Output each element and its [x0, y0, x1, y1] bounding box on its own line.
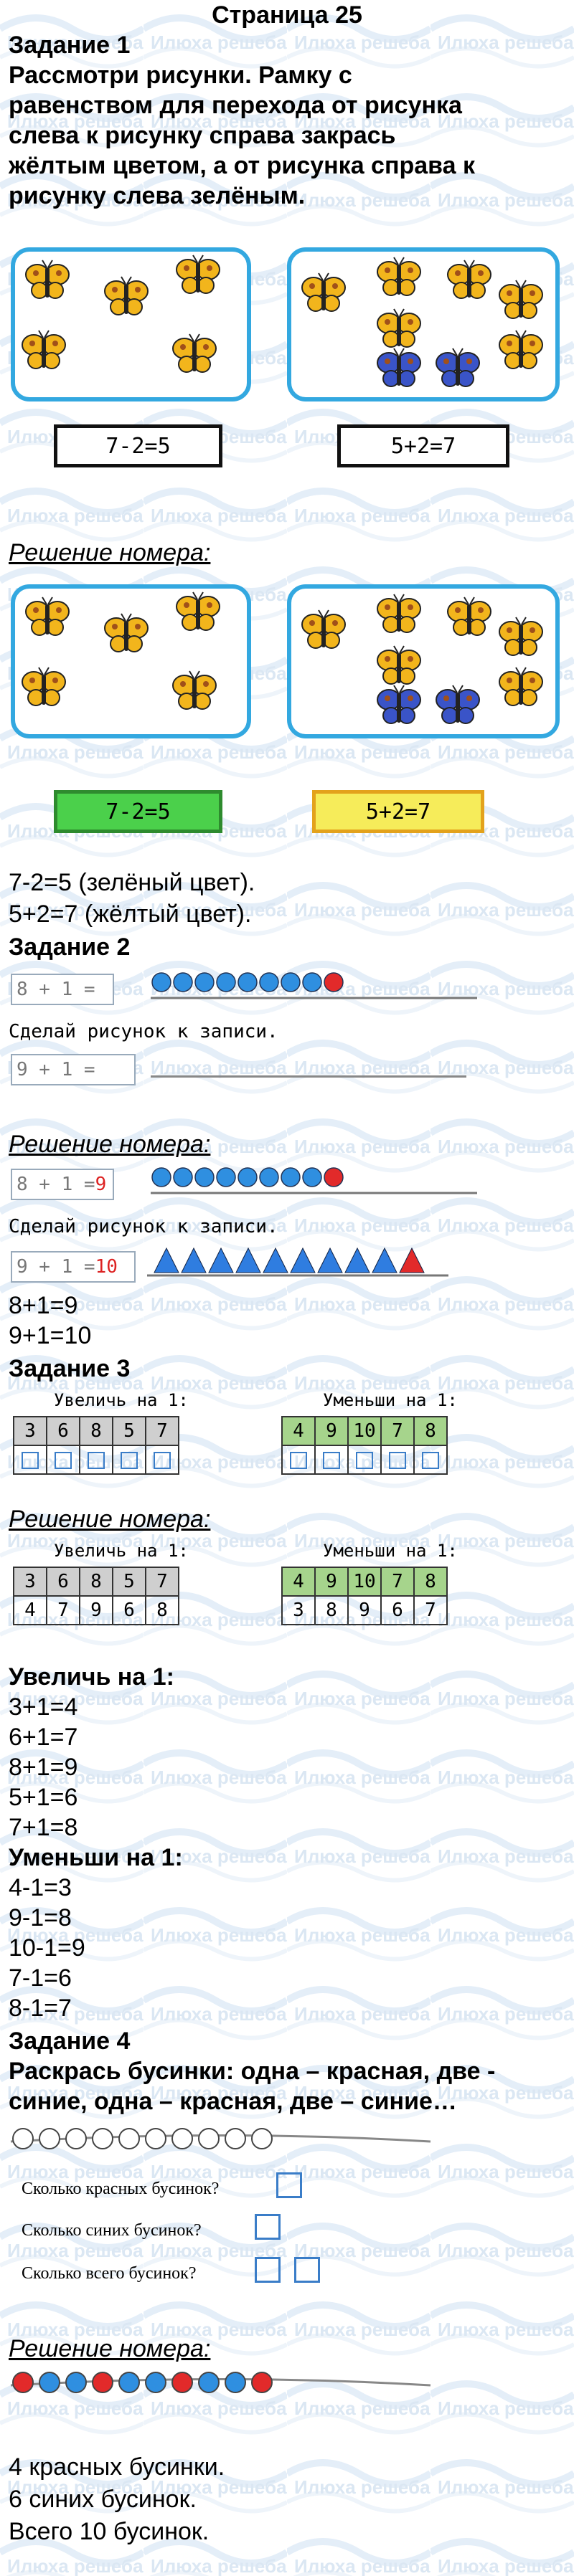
dec-number: 8: [414, 1417, 447, 1445]
task3-title: Задание 3: [9, 1355, 131, 1382]
task2-triangles: [147, 1242, 456, 1278]
task3-dec-label-solved: Уменьши на 1:: [323, 1541, 458, 1561]
task1-text-line: равенством для перехода от рисунка: [9, 92, 462, 119]
task3-dec-label: Уменьши на 1:: [323, 1390, 458, 1410]
butterfly-icon: [302, 273, 345, 311]
bead: [195, 1168, 214, 1187]
dec-answer: 8: [315, 1596, 348, 1625]
bead: [93, 2372, 113, 2392]
task1-answer: 7-2=5 (зелёный цвет).: [9, 869, 255, 896]
triangle: [318, 1248, 342, 1273]
inc-answer: 8: [146, 1596, 179, 1625]
task3-dec-line: 8-1=7: [9, 1995, 72, 2022]
bead: [66, 2372, 86, 2392]
butterfly-icon: [377, 685, 420, 723]
butterfly-icon: [302, 610, 345, 648]
task4-answer-box-red[interactable]: [276, 2172, 302, 2198]
task3-inc-label: Увеличь на 1:: [54, 1390, 189, 1410]
task4-question-total: Сколько всего бусинок?: [22, 2264, 197, 2283]
bead: [13, 2372, 33, 2392]
task4-question-red: Сколько красных бусинок?: [22, 2180, 220, 2198]
dec-answer: 3: [282, 1596, 315, 1625]
task2-beads-row: [151, 968, 481, 1005]
task2-draw-line: [151, 1075, 466, 1078]
task4-text-line: Раскрась бусинки: одна – красная, две -: [9, 2058, 496, 2085]
task1-solution-label: Решение номера:: [9, 539, 211, 566]
bead: [324, 1168, 343, 1187]
task3-inc-heading: Увеличь на 1:: [9, 1663, 174, 1691]
equation-frame-left[interactable]: 7-2=5: [54, 424, 222, 467]
butterfly-panel-right: [287, 247, 560, 401]
inc-answer-cell[interactable]: [113, 1445, 146, 1474]
bead: [238, 973, 257, 992]
triangle: [263, 1248, 288, 1273]
bead: [225, 2372, 245, 2392]
dec-number: 8: [414, 1567, 447, 1596]
dec-answer: 6: [381, 1596, 414, 1625]
bead: [324, 973, 343, 992]
bead: [172, 2372, 192, 2392]
task3-inc-table: [13, 1416, 179, 1475]
task2-solution-label: Решение номера:: [9, 1131, 211, 1158]
task1-answer: 5+2=7 (жёлтый цвет).: [9, 900, 252, 928]
task1-text-line: рисунку слева зелёным.: [9, 182, 306, 209]
butterflies-right: [291, 252, 555, 397]
task4-answer-box-total-1[interactable]: [255, 2257, 281, 2283]
task3-dec-line: 7-1=6: [9, 1964, 72, 1992]
dec-number: 4: [282, 1417, 315, 1445]
triangle: [182, 1248, 206, 1273]
task2-expr-box-2: [11, 1054, 136, 1085]
task2-answer: 8+1=9: [9, 1292, 78, 1319]
task2-title: Задание 2: [9, 933, 131, 961]
bead: [252, 2129, 272, 2149]
task4-answer: 6 синих бусинок.: [9, 2486, 197, 2513]
butterfly-panel-left: [11, 247, 251, 401]
task3-dec-line: 9-1=8: [9, 1904, 72, 1931]
bead: [260, 1168, 278, 1187]
task2-expr-2-solved: 9 + 1 =: [17, 1256, 95, 1278]
dec-number: 9: [315, 1417, 348, 1445]
inc-answer: 4: [14, 1596, 47, 1625]
butterfly-icon: [377, 646, 420, 684]
task4-colored-beads: [7, 2370, 438, 2398]
dec-answer-cell[interactable]: [414, 1445, 447, 1474]
task3-inc-line: 6+1=7: [9, 1724, 78, 1751]
butterfly-icon: [177, 592, 220, 630]
inc-number: 7: [146, 1567, 179, 1596]
bead: [217, 973, 235, 992]
task3-inc-line: 5+1=6: [9, 1784, 78, 1811]
bead: [281, 973, 300, 992]
inc-answer: 6: [113, 1596, 146, 1625]
inc-number: 3: [14, 1567, 47, 1596]
butterfly-icon: [105, 277, 148, 315]
equation-frame-right[interactable]: 5+2=7: [337, 424, 509, 467]
triangle: [154, 1248, 179, 1273]
dec-number: 4: [282, 1567, 315, 1596]
butterfly-panel-left-solved: [11, 584, 251, 738]
bead: [174, 1168, 192, 1187]
inc-number: 7: [146, 1417, 179, 1445]
butterfly-icon: [499, 617, 542, 655]
butterfly-icon: [177, 255, 220, 293]
triangle: [400, 1248, 424, 1273]
task2-answer: 9+1=10: [9, 1322, 92, 1349]
butterfly-icon: [377, 594, 420, 632]
butterfly-icon: [26, 260, 69, 298]
bead: [252, 2372, 272, 2392]
task2-answer-1: 9: [95, 1174, 107, 1195]
task3-dec-heading: Уменьши на 1:: [9, 1844, 183, 1871]
equation-frame-yellow: 5+2=7: [312, 790, 484, 833]
butterflies-left: [15, 252, 247, 397]
bead: [199, 2372, 219, 2392]
bead: [39, 2372, 60, 2392]
task4-answer-box-total-2[interactable]: [294, 2257, 320, 2283]
task1-title: Задание 1: [9, 32, 131, 59]
butterflies-right-solved: [291, 589, 555, 734]
task1-text-line: Рассмотри рисунки. Рамку с: [9, 62, 352, 89]
bead: [13, 2129, 33, 2149]
inc-number: 5: [113, 1417, 146, 1445]
butterfly-panel-right-solved: [287, 584, 560, 738]
bead: [146, 2372, 166, 2392]
butterfly-icon: [377, 257, 420, 295]
inc-answer-cell[interactable]: [80, 1445, 113, 1474]
inc-number: 8: [80, 1567, 113, 1596]
task2-instruction-solved: Сделай рисунок к записи.: [9, 1216, 278, 1237]
task3-dec-table-solved: [281, 1567, 448, 1625]
butterfly-icon: [499, 280, 542, 318]
bead: [66, 2129, 86, 2149]
task4-question-blue: Сколько синих бусинок?: [22, 2221, 202, 2240]
inc-number: 8: [80, 1417, 113, 1445]
butterfly-icon: [377, 348, 420, 386]
butterfly-icon: [436, 348, 479, 386]
butterfly-icon: [436, 685, 479, 723]
bead: [281, 1168, 300, 1187]
task3-inc-line: 7+1=8: [9, 1814, 78, 1841]
butterfly-icon: [105, 614, 148, 652]
inc-number: 6: [47, 1417, 80, 1445]
butterfly-icon: [448, 260, 491, 298]
bead: [152, 973, 171, 992]
bead: [172, 2129, 192, 2149]
butterfly-icon: [22, 667, 65, 705]
task2-expr-box-1-solved: [11, 1169, 114, 1200]
dec-number: 7: [381, 1417, 414, 1445]
task3-dec-line: 10-1=9: [9, 1934, 85, 1962]
dec-answer-cell[interactable]: [381, 1445, 414, 1474]
task2-instruction: Сделай рисунок к записи.: [9, 1021, 278, 1042]
bead: [303, 1168, 321, 1187]
task4-answer-box-blue[interactable]: [255, 2214, 281, 2240]
bead: [238, 1168, 257, 1187]
dec-answer-cell[interactable]: [282, 1445, 315, 1474]
bead: [39, 2129, 60, 2149]
inc-answer-cell[interactable]: [146, 1445, 179, 1474]
bead: [119, 2129, 139, 2149]
bead: [174, 973, 192, 992]
butterfly-icon: [22, 331, 65, 369]
task1-text-line: жёлтым цветом, а от рисунка справа к: [9, 152, 476, 179]
inc-answer-cell[interactable]: [14, 1445, 47, 1474]
butterfly-icon: [26, 597, 69, 635]
inc-number: 3: [14, 1417, 47, 1445]
inc-number: 6: [47, 1567, 80, 1596]
task2-expr-1-solved: 8 + 1 =: [17, 1174, 95, 1195]
task4-solution-label: Решение номера:: [9, 2335, 211, 2362]
task3-solution-label: Решение номера:: [9, 1506, 211, 1533]
triangle: [345, 1248, 370, 1273]
task2-beads-row-solved: [151, 1163, 481, 1200]
task2-expr-1: 8 + 1 =: [17, 979, 95, 1000]
triangle: [372, 1248, 397, 1273]
task3-dec-line: 4-1=3: [9, 1874, 72, 1901]
dec-number: 7: [381, 1567, 414, 1596]
butterfly-icon: [173, 334, 216, 372]
bead: [225, 2129, 245, 2149]
triangle: [236, 1248, 260, 1273]
triangle: [291, 1248, 315, 1273]
triangle: [209, 1248, 233, 1273]
bead: [152, 1168, 171, 1187]
dec-number: 10: [348, 1567, 381, 1596]
task2-expr-2: 9 + 1 =: [17, 1059, 95, 1080]
bead: [199, 2129, 219, 2149]
task4-answer: Всего 10 бусинок.: [9, 2518, 210, 2545]
task3-dec-table: [281, 1416, 448, 1475]
bead: [119, 2372, 139, 2392]
task4-answer: 4 красных бусинки.: [9, 2453, 225, 2481]
butterfly-icon: [173, 671, 216, 709]
dec-answer: 7: [414, 1596, 447, 1625]
bead: [146, 2129, 166, 2149]
bead: [260, 973, 278, 992]
dec-answer-cell[interactable]: [315, 1445, 348, 1474]
page-title: Страница 25: [212, 1, 362, 29]
task4-title: Задание 4: [9, 2028, 131, 2055]
inc-number: 5: [113, 1567, 146, 1596]
task3-inc-line: 3+1=4: [9, 1693, 78, 1721]
inc-answer: 7: [47, 1596, 80, 1625]
task2-expr-box-2-solved: [11, 1251, 136, 1283]
task4-empty-beads[interactable]: [7, 2126, 438, 2154]
task1-text-line: слева к рисунку справа закрась: [9, 122, 396, 149]
dec-number: 9: [315, 1567, 348, 1596]
task3-inc-label-solved: Увеличь на 1:: [54, 1541, 189, 1561]
inc-answer: 9: [80, 1596, 113, 1625]
butterflies-left-solved: [15, 589, 247, 734]
butterfly-icon: [448, 597, 491, 635]
inc-answer-cell[interactable]: [47, 1445, 80, 1474]
task2-answer-2: 10: [95, 1256, 118, 1278]
butterfly-icon: [499, 331, 542, 369]
bead: [303, 973, 321, 992]
bead: [195, 973, 214, 992]
butterfly-icon: [499, 667, 542, 705]
task3-inc-table-solved: [13, 1567, 179, 1625]
equation-frame-green: 7-2=5: [54, 790, 222, 833]
dec-answer-cell[interactable]: [348, 1445, 381, 1474]
dec-answer: 9: [348, 1596, 381, 1625]
dec-number: 10: [348, 1417, 381, 1445]
task3-inc-line: 8+1=9: [9, 1754, 78, 1781]
task2-expr-box-1: [11, 974, 114, 1005]
butterfly-icon: [377, 309, 420, 347]
task4-text-line: синие, одна – красная, две – синие…: [9, 2088, 457, 2115]
bead: [93, 2129, 113, 2149]
bead: [217, 1168, 235, 1187]
